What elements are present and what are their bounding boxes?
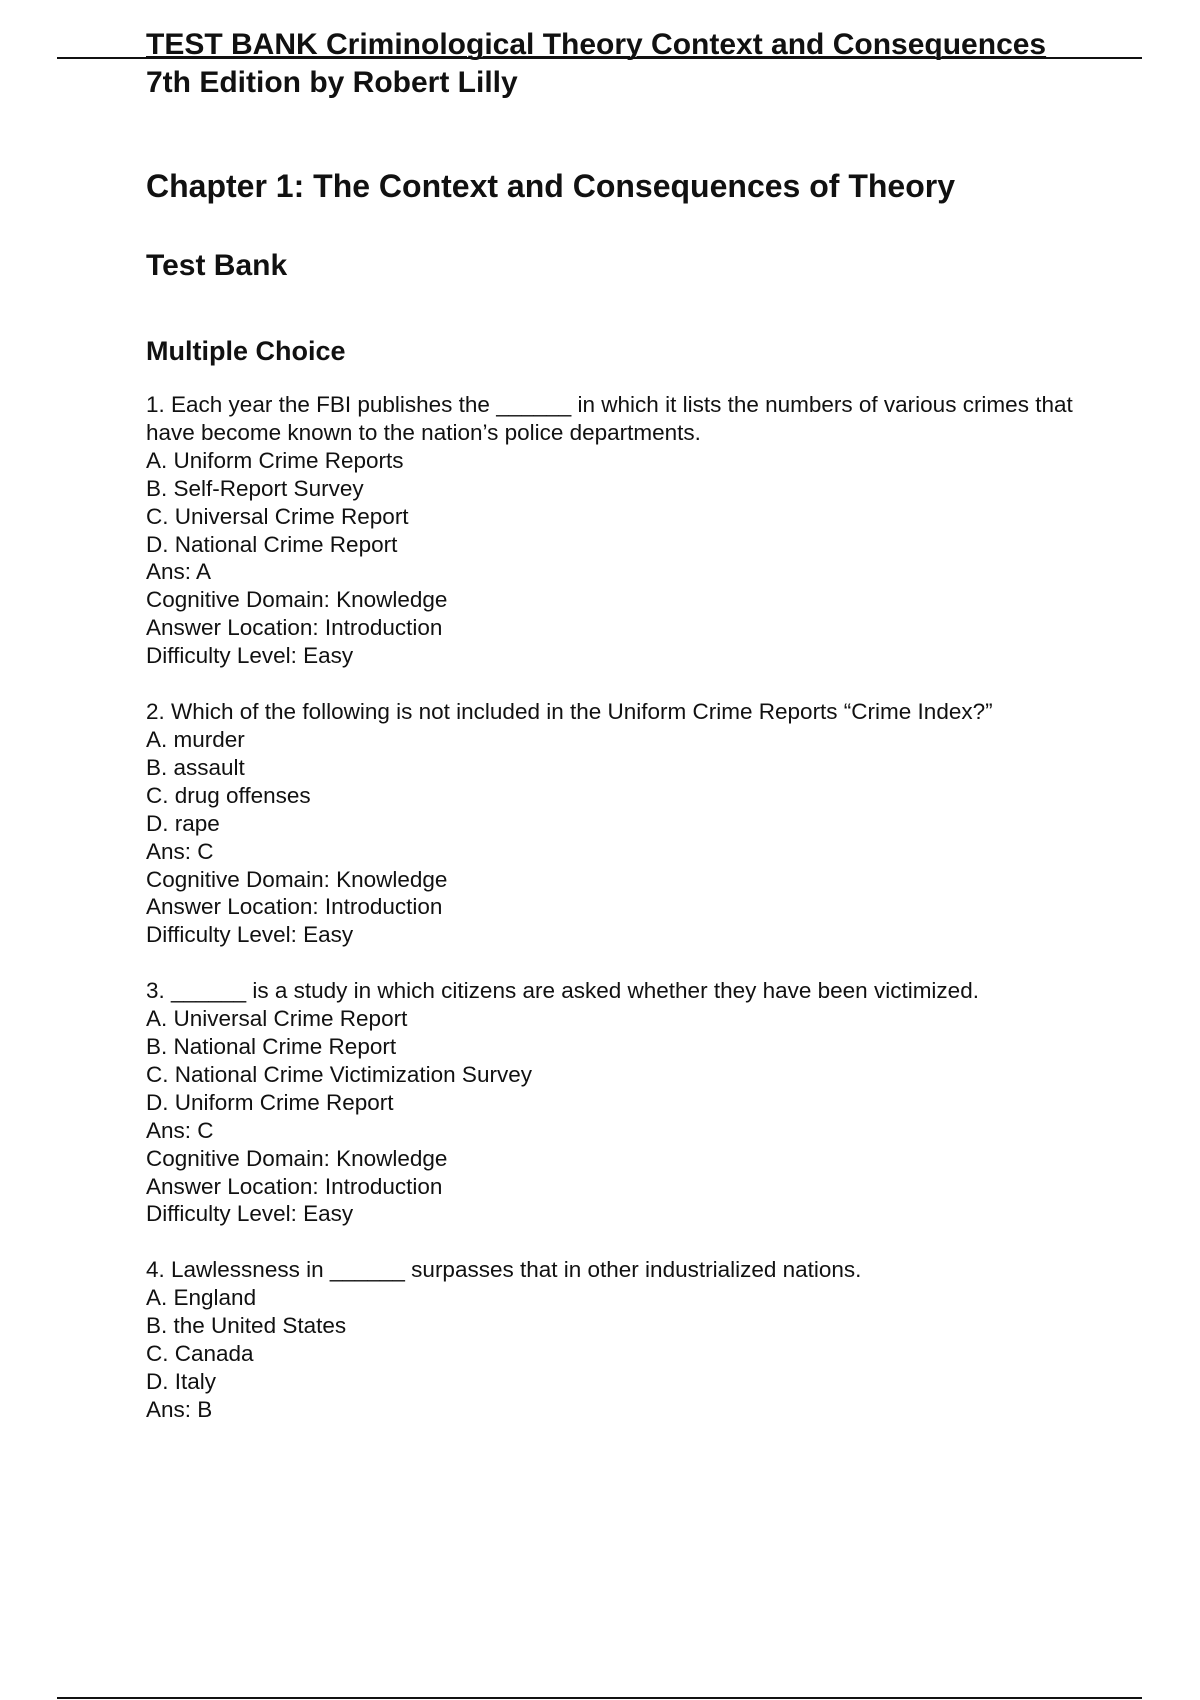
answer-option: B. Self-Report Survey — [146, 475, 364, 501]
test-bank-heading: Test Bank — [146, 249, 288, 282]
answer-option: B. assault — [146, 754, 245, 780]
question-text: 2. Which of the following is not included in the Uniform Crime Reports “Crime Index?” — [146, 699, 993, 725]
answer-option: B. the United States — [146, 1313, 347, 1339]
correct-answer: Ans: C — [146, 1117, 214, 1143]
question-list — [146, 391, 1146, 1424]
answer-option: D. Uniform Crime Report — [146, 1089, 394, 1115]
answer-option: B. National Crime Report — [146, 1034, 397, 1060]
footer-rule — [57, 1697, 1142, 1699]
answer-location: Answer Location: Introduction — [146, 615, 443, 641]
document-title-line-2: 7th Edition by Robert Lilly — [146, 66, 518, 99]
correct-answer: Ans: C — [146, 838, 214, 864]
question-item — [146, 977, 1146, 1228]
answer-location: Answer Location: Introduction — [146, 1173, 443, 1199]
answer-option: A. England — [146, 1285, 257, 1311]
answer-location: Answer Location: Introduction — [146, 894, 443, 920]
question-item — [146, 698, 1146, 949]
question-text: 1. Each year the FBI publishes the ______ in which it lists the numbers of various crimes that have become known to the nation’s police departments. — [146, 392, 1073, 445]
cognitive-domain: Cognitive Domain: Knowledge — [146, 866, 448, 892]
answer-option: A. murder — [146, 726, 245, 752]
correct-answer: Ans: B — [146, 1396, 213, 1422]
correct-answer: Ans: A — [146, 559, 212, 585]
question-text: 3. ______ is a study in which citizens are asked whether they have been victimized. — [146, 978, 979, 1004]
cognitive-domain: Cognitive Domain: Knowledge — [146, 587, 448, 613]
answer-option: C. Universal Crime Report — [146, 503, 409, 529]
difficulty-level: Difficulty Level: Easy — [146, 643, 354, 669]
answer-option: A. Uniform Crime Reports — [146, 447, 404, 473]
section-heading: Multiple Choice — [146, 336, 346, 366]
chapter-heading: Chapter 1: The Context and Consequences of Theory — [146, 168, 955, 204]
answer-option: D. Italy — [146, 1369, 217, 1394]
answer-option: D. National Crime Report — [146, 531, 398, 557]
document-title — [146, 26, 1146, 102]
document-page — [146, 26, 1146, 1452]
question-item — [146, 391, 1146, 670]
question-item — [146, 1256, 1146, 1423]
question-text: 4. Lawlessness in ______ surpasses that in other industrialized nations. — [146, 1257, 862, 1283]
answer-option: C. drug offenses — [146, 782, 311, 808]
difficulty-level: Difficulty Level: Easy — [146, 922, 354, 948]
difficulty-level: Difficulty Level: Easy — [146, 1201, 354, 1227]
answer-option: A. Universal Crime Report — [146, 1006, 408, 1032]
document-title-line-1: TEST BANK Criminological Theory Context and Consequences — [146, 28, 1047, 61]
cognitive-domain: Cognitive Domain: Knowledge — [146, 1145, 448, 1171]
answer-option: D. rape — [146, 810, 220, 836]
answer-option: C. Canada — [146, 1341, 254, 1367]
answer-option: C. National Crime Victimization Survey — [146, 1061, 532, 1087]
